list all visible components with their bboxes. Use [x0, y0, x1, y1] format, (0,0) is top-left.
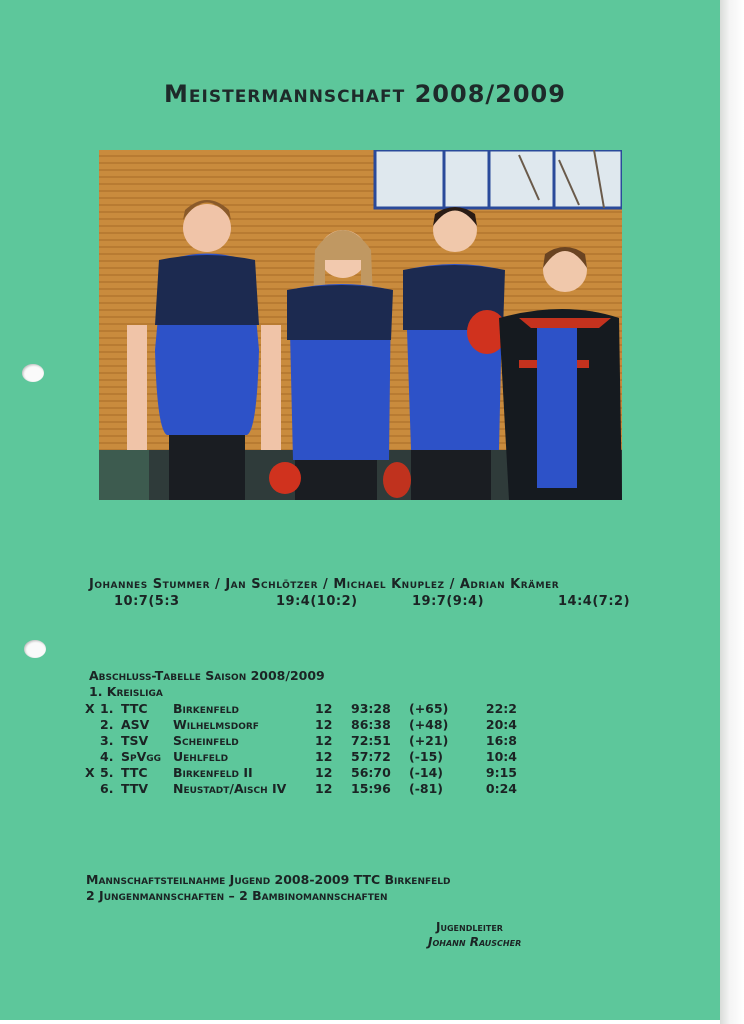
row-town: Uehlfeld	[173, 748, 229, 764]
row-diff: (+21)	[409, 732, 449, 748]
row-position: 6.	[100, 780, 114, 796]
leader-role: Jugendleiter	[436, 920, 503, 934]
row-club: TTC	[121, 700, 148, 716]
player-record: 10:7(5:3	[114, 594, 180, 609]
row-points: 57:72	[351, 748, 391, 764]
player-name: Adrian Krämer	[459, 577, 560, 592]
row-played: 12	[315, 780, 333, 796]
row-mark	[85, 748, 100, 764]
row-club: TTC	[121, 764, 148, 780]
name-separator: /	[215, 577, 221, 592]
row-position: 2.	[100, 716, 114, 732]
row-position: 5.	[100, 764, 114, 780]
row-club: TTV	[121, 780, 149, 796]
table-row	[85, 748, 517, 764]
row-diff: (-15)	[409, 748, 444, 764]
row-points: 72:51	[351, 732, 391, 748]
row-played: 12	[315, 748, 333, 764]
row-record: 9:15	[485, 764, 517, 780]
row-mark	[85, 732, 100, 748]
row-record: 22:2	[485, 700, 517, 716]
table-row	[85, 732, 517, 748]
row-club: ASV	[121, 716, 150, 732]
row-mark: X	[85, 764, 95, 780]
row-mark: X	[85, 700, 95, 716]
player-name: Michael Knuplez	[333, 577, 445, 592]
table-row	[85, 700, 517, 716]
league-name: 1. Kreisliga	[89, 684, 163, 699]
row-diff: (-81)	[409, 780, 444, 796]
standings-table	[85, 700, 517, 796]
page-title: Meistermannschaft 2008/2009	[164, 80, 566, 108]
row-town: Birkenfeld II	[173, 764, 253, 780]
player-name: Jan Schlötzer	[225, 577, 318, 592]
punch-hole-bottom	[24, 640, 46, 658]
row-points: 86:38	[351, 716, 391, 732]
row-points: 93:28	[351, 700, 391, 716]
player-record: 14:4(7:2)	[558, 594, 631, 609]
row-diff: (+48)	[409, 716, 449, 732]
row-position: 1.	[100, 700, 114, 716]
row-record: 16:8	[485, 732, 517, 748]
leader-name: Johann Rauscher	[428, 935, 522, 949]
row-town: Scheinfeld	[173, 732, 239, 748]
row-played: 12	[315, 764, 333, 780]
row-record: 10:4	[485, 748, 517, 764]
row-town: Birkenfeld	[173, 700, 239, 716]
row-points: 56:70	[351, 764, 391, 780]
table-row	[85, 764, 517, 780]
table-row	[85, 716, 517, 732]
row-diff: (-14)	[409, 764, 444, 780]
row-town: Neustadt/Aisch IV	[173, 780, 287, 796]
punch-hole-top	[22, 364, 44, 382]
player-name: Johannes Stummer	[89, 577, 211, 592]
row-record: 0:24	[485, 780, 517, 796]
player-record: 19:4(10:2)	[276, 594, 358, 609]
row-played: 12	[315, 716, 333, 732]
row-mark	[85, 716, 100, 732]
row-club: TSV	[121, 732, 149, 748]
player-names-line	[89, 577, 559, 592]
table-row	[85, 780, 517, 796]
team-photo	[99, 150, 622, 500]
row-club: SpVgg	[121, 748, 162, 764]
row-position: 3.	[100, 732, 114, 748]
row-position: 4.	[100, 748, 114, 764]
row-mark	[85, 780, 100, 796]
name-separator: /	[323, 577, 329, 592]
row-played: 12	[315, 732, 333, 748]
name-separator: /	[449, 577, 455, 592]
teams-line: 2 Jungenmannschaften – 2 Bambinomannschaften	[86, 888, 388, 903]
row-record: 20:4	[485, 716, 517, 732]
page-edge	[720, 0, 744, 1024]
row-points: 15:96	[351, 780, 391, 796]
player-record: 19:7(9:4)	[412, 594, 485, 609]
row-played: 12	[315, 700, 333, 716]
row-town: Wilhelmsdorf	[173, 716, 259, 732]
participation-line: Mannschaftsteilnahme Jugend 2008-2009 TTC Birkenfeld	[86, 872, 451, 887]
row-diff: (+65)	[409, 700, 449, 716]
standings-title: Abschluss-Tabelle Saison 2008/2009	[89, 668, 325, 683]
